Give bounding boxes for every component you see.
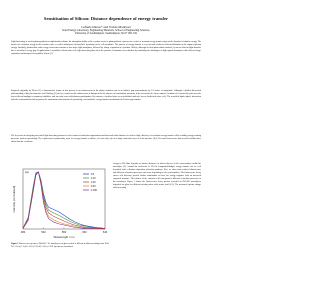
x-tick-label-2: 560 [61,231,67,234]
panel-label: (a) [25,170,29,174]
legend-label-2: 1:20 [90,181,96,184]
caption-text: Fluorescence spectra of DiO-DA / SA monolayers on glass excited at 485 nm at different mixing ratios DiO-DA / SA (a) 1:5 (b) 1:10 (c) 1:20 (d) 1:50 (e) 1:100. Spectra are normalised. [11,243,109,248]
legend-label-4: 1:100 [90,189,97,192]
affiliation-line-2: University of Southampton, Southampton, SO17 1BJ, UK [74,32,138,36]
figure-1 [11,163,109,241]
author-list: Lefteris Danos* and Tomas Markvart [81,25,131,29]
legend-label-1: 1:10 [90,177,96,180]
x-tick-label-0: 480 [20,231,26,234]
legend-label-3: 1:50 [90,185,96,188]
affiliation-line-1: Solar Energy Laboratory, Engineering Materials, School of Engineering Sciences, [61,29,151,32]
x-axis-label: Wavelength / nm [53,235,75,239]
side-column-text: energy in LB films depends on surface distances to silicon that are in the concentration within the monolayer [6]. Around the molecules in LB the Langmuir-Blodgett energy transfer can be well described with a distance-dependent relaxation pathway. Here we show time-resolved fluorescence and different relaxation processes can occur depending on the concentration. The fluorescence decay curves will therefore provide further information on how the energy migrates with an increased separated structure. The lifetime of the emission will correspond to different relaxation processes in the monolayer. Figure 1 shows the fluorescence decay spectra recorded on DiO-DA monolayers deposited on glass for different mixing ratios with stearic acid (SA). The measured spectra change with increasing [113,163,201,190]
affiliation [8,29,204,36]
body-paragraph-3: The key factor in designing successful light harvesting structures is the control of molecular organisation and inter-molecular distances to achieve high efficiency of excitation energy transfer while avoiding energy-wasting processes (such as quenching). The requirement is particularly acute for energy transfer to silicon, as it can only rely on a single molecular layer is at the interface [4,5]. Previous fluorescence time-resolved studies have shown that the excitation [11,135,201,144]
figure-caption [11,243,109,248]
body-paragraph-1: Light harvesting is used in photosynthesis to significantly enhance the absorption ability of the reaction centre in photosynthetic systems via a series of resonant energy transfer steps of the absorbed excitation energy. The transfer of excitation energy to the reaction centre is read to subsequent electron-hole separation in the cell membrane. The process of energy transfer is very fast and results in efficient utilisation of the captured photon energy. Similarly, photovoltaic solar energy conversion consists of two steps: light absorption, followed by charge separation at a junction. Silicon, although an ideal photovoltaic material, is not an efficient light absorber due to an indirect energy gap. In application to crystalline silicon solar cells, light harvesting thus offers the promise of dramatic cost reduction by combining the advantages of high optical absorption with efficient charge separation and transport in crystalline silicon [1]. [11,41,201,56]
caption-label: Figure 1 [11,243,19,245]
body-paragraph-2: Proposed originally by Dexter [2] a characteristic feature of this process is an enhancement of the photo-excitation rate in an indirect gap semiconductor by 3-5 orders of magnitude. Although a detailed theoretical understanding of this phenomenon is still lacking [3], the key reason for this enhancement is thought to be the absence of translational symmetry in the two-molecule: theses optical excitation of electron-hole pairs near the lowest silicon bandgap is symmetry forbidden, and can only occur with phonon participation. By contrast, a localised state on an individual molecule has no (k-defined value of k). The near-field dipole-dipole interaction with the semiconductor thus by-passes the momentum conservation rule producing a non-radiative energy transfer mechanism like Förster-type transfer. [11,90,201,102]
y-axis-label: Intensity (normalised) [12,185,16,213]
x-tick-label-1: 520 [41,231,46,234]
legend-label-0: 1:5 [90,173,95,176]
paper-title: Sensitisation of Silicon: Distance dependence of energy transfer [43,16,169,21]
x-tick-label-3: 600 [82,231,87,234]
x-tick-label-4: 640 [102,231,108,234]
fluorescence-chart [11,163,109,241]
